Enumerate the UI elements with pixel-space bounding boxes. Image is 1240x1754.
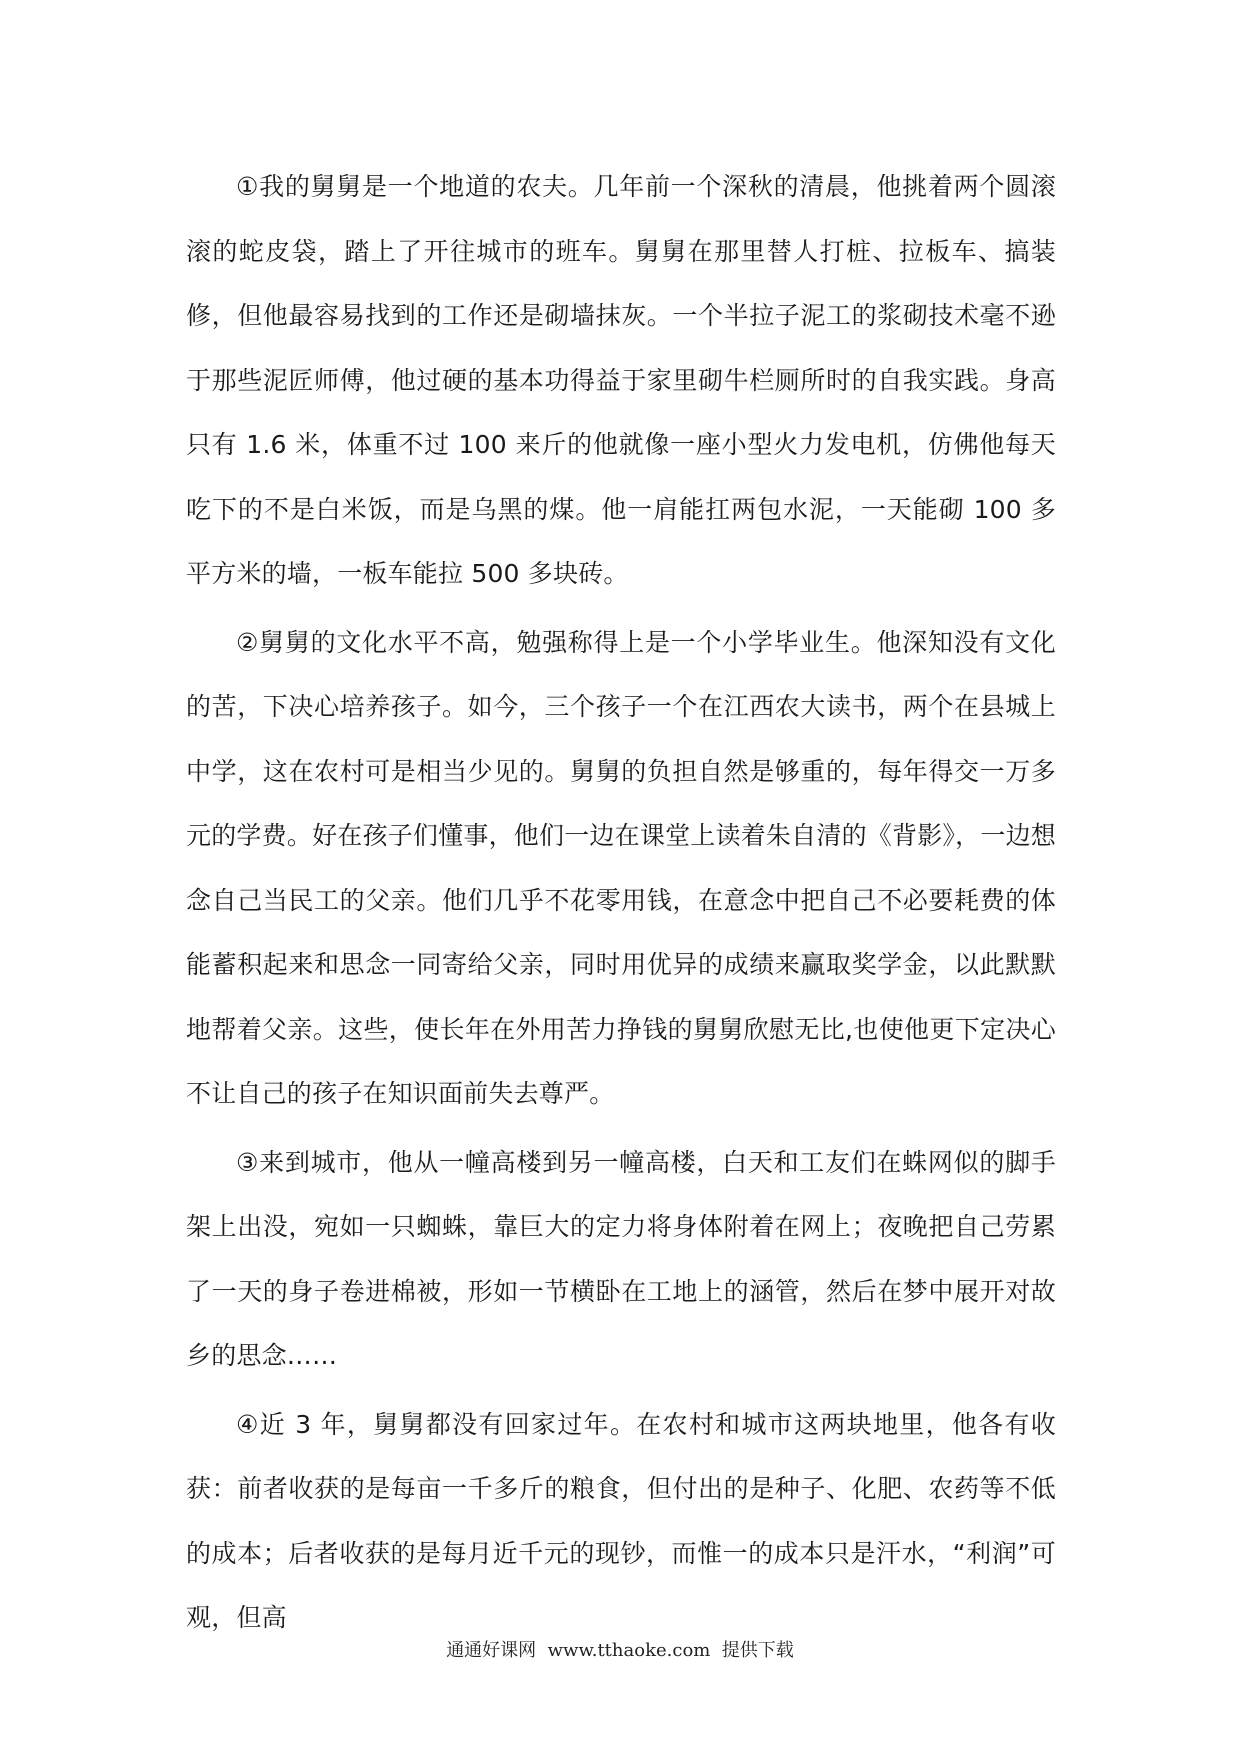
paragraph-2: ②舅舅的文化水平不高，勉强称得上是一个小学毕业生。他深知没有文化的苦，下决心培养孩子。如今，三个孩子一个在江西农大读书，两个在县城上中学，这在农村可是相当少见的。舅舅的负担自然是够重的，每年得交一万多元的学费。好在孩子们懂事，他们一边在课堂上读着朱自清的《背影》，一边想念自己当民工的父亲。他们几乎不花零用钱，在意念中把自己不必要耗费的体能蓄积起来和思念一同寄给父亲，同时用优异的成绩来赢取奖学金，以此默默地帮着父亲。这些，使长年在外用苦力挣钱的舅舅欣慰无比,也使他更下定决心不让自己的孩子在知识面前失去尊严。 <box>186 627 1056 1108</box>
footer-suffix: 提供下载 <box>721 1640 794 1661</box>
footer-site-name: 通通好课网 <box>446 1640 537 1661</box>
paragraph-1: ①我的舅舅是一个地道的农夫。几年前一个深秋的清晨，他挑着两个圆滚滚的蛇皮袋，踏上了开往城市的班车。舅舅在那里替人打桩、拉板车、搞装修，但他最容易找到的工作还是砌墙抹灰。一个半拉子泥工的浆砌技术毫不逊于那些泥匠师傅，他过硬的基本功得益于家里砌牛栏厕所时的自我实践。身高只有 1.6 米，体重不过 100 来斤的他就像一座小型火力发电机，仿佛他每天吃下的不是白米饭，而是乌黑的煤。他一肩能扛两包水泥，一天能砌 100 多平方米的墙，一板车能拉 500 多块砖。 <box>186 172 1056 588</box>
paragraph-3: ③来到城市，他从一幢高楼到另一幢高楼，白天和工友们在蛛网似的脚手架上出没，宛如一只蜘蛛，靠巨大的定力将身体附着在网上；夜晚把自己劳累了一天的身子卷进棉被，形如一节横卧在工地上的涵管，然后在梦中展开对故乡的思念…… <box>186 1147 1056 1370</box>
paragraph-4: ④近 3 年，舅舅都没有回家过年。在农村和城市这两块地里，他各有收获：前者收获的是每亩一千多斤的粮食，但付出的是种子、化肥、农药等不低的成本；后者收获的是每月近千元的现钞，而惟一的成本只是汗水，“利润”可观，但高 <box>186 1409 1056 1632</box>
footer-url[interactable]: www.tthaoke.com <box>547 1640 711 1661</box>
article-body <box>186 155 1056 1655</box>
page-footer <box>0 1636 1240 1662</box>
